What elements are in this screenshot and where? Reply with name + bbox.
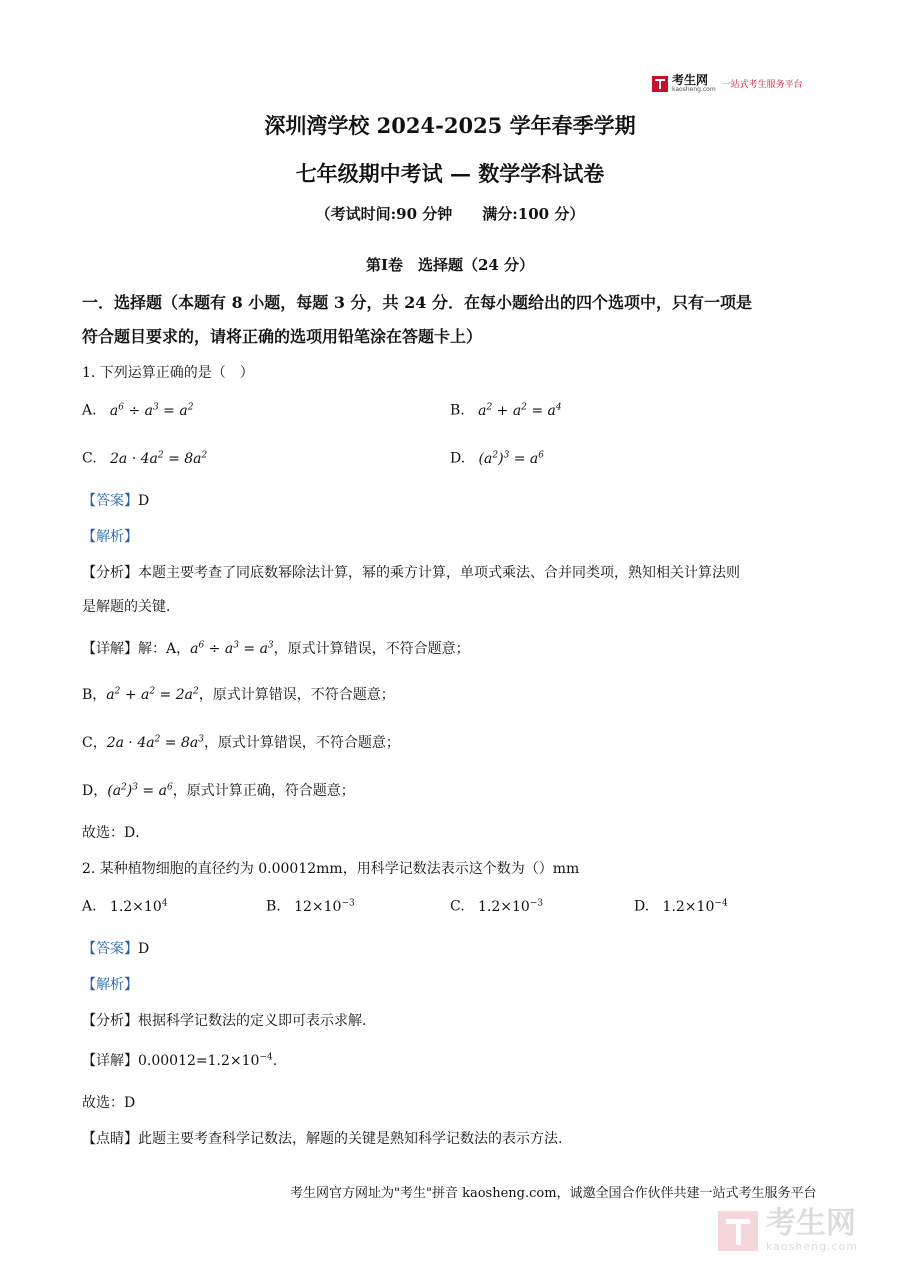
q1-option-b[interactable]	[450, 402, 562, 419]
q1-detail-c-suffix: ，原式计算错误，不符合题意；	[203, 735, 400, 751]
q1-detail-d	[82, 780, 355, 800]
q1-detail-c	[82, 732, 400, 752]
q2-detail-expr: $1.2\times 10^{-4}$	[207, 1052, 273, 1069]
q1-option-c[interactable]	[82, 450, 207, 467]
q1-detail-b-expr: $a^2 + a^2 = 2a^2$	[106, 686, 199, 703]
q1-answer-value: D	[138, 493, 150, 509]
q2-analysis-tag: 【解析】	[82, 977, 138, 993]
q1-fenxi	[82, 562, 740, 582]
q2-option-d-label: D.	[634, 898, 650, 915]
q1-option-b-expr: $a^2 + a^2 = a^4$	[469, 402, 562, 419]
q2-stem: 2. 某种植物细胞的直径约为 0.00012mm，用科学记数法表示这个数为（）mm	[82, 861, 580, 877]
q1-detail-a	[82, 638, 470, 658]
q1-answer-tag: 【答案】	[82, 493, 138, 509]
q1-option-a[interactable]	[82, 402, 193, 419]
q2-detail-tag: 【详解】	[82, 1053, 138, 1069]
kaosheng-logo-icon	[652, 76, 668, 92]
q1-detail-c-expr: $2a \cdot 4a^2 = 8a^3$	[106, 734, 204, 751]
q2-fenxi-tag: 【分析】	[82, 1013, 138, 1029]
q2-option-c-label: C.	[450, 898, 465, 915]
q2-option-b[interactable]	[266, 898, 355, 915]
q1-detail-a-suffix: ，原式计算错误，不符合题意；	[273, 641, 470, 657]
q1-analysis-tag: 【解析】	[82, 529, 138, 545]
q2-answer-tag: 【答案】	[82, 941, 138, 957]
header-logo	[652, 74, 803, 93]
logo-slogan: 一站式考生服务平台	[721, 80, 803, 90]
q1-option-d[interactable]	[450, 450, 544, 467]
q2-option-c-expr: $1.2\times 10^{-3}$	[469, 898, 544, 915]
exam-info: （考试时间:90 分钟 满分:100 分）	[315, 205, 585, 223]
q1-fenxi-tag: 【分析】	[82, 565, 138, 581]
q1-option-b-label: B.	[450, 402, 465, 419]
q2-fenxi	[82, 1010, 366, 1030]
kaosheng-watermark-icon	[718, 1211, 758, 1251]
q2-detail	[82, 1050, 277, 1070]
q2-detail-suffix: .	[272, 1053, 278, 1069]
q1-detail-d-suffix: ，原式计算正确，符合题意；	[172, 783, 355, 799]
q2-option-b-expr: $12\times 10^{-3}$	[285, 898, 355, 915]
q2-option-c[interactable]	[450, 898, 543, 915]
q1-detail-d-prefix: D，	[82, 783, 108, 799]
q1-answer	[82, 490, 149, 510]
q1-detail-a-expr: $a^6 \div a^3 = a^3$	[190, 640, 274, 657]
watermark	[718, 1208, 858, 1253]
q1-stem: 1. 下列运算正确的是（ ）	[82, 365, 254, 381]
q2-option-a[interactable]	[82, 898, 167, 915]
q1-detail-d-expr: $(a^2)^3 = a^6$	[107, 782, 173, 799]
q1-option-c-expr: $2a \cdot 4a^2 = 8a^2$	[101, 450, 208, 467]
q2-fenxi-text: 根据科学记数法的定义即可表示求解.	[138, 1013, 367, 1029]
q2-answer-value: D	[138, 941, 150, 957]
q1-detail-b-prefix: B，	[82, 687, 107, 703]
q2-option-d-expr: $1.2\times 10^{-4}$	[653, 898, 728, 915]
q1-option-d-label: D.	[450, 450, 466, 467]
section-heading-line2: 符合题目要求的，请将正确的选项用铅笔涂在答题卡上）	[82, 327, 483, 346]
section-heading-line1: 一．选择题（本题有 8 小题，每题 3 分，共 24 分．在每小题给出的四个选项中，只有一项是	[82, 293, 752, 312]
logo-wordmark	[672, 74, 716, 93]
q2-option-b-label: B.	[266, 898, 281, 915]
q2-option-d[interactable]	[634, 898, 728, 915]
footer-note: 考生网官方网址为"考生"拼音 kaosheng.com，诚邀全国合作伙伴共建一站式考生服务平台	[290, 1186, 817, 1201]
watermark-wordmark	[766, 1208, 858, 1253]
logo-text: 考生网	[672, 73, 709, 87]
q1-option-d-expr: $(a^2)^3 = a^6$	[469, 450, 545, 467]
q1-fenxi-line2: 是解题的关键．	[82, 599, 180, 615]
q1-detail-b-suffix: ，原式计算错误，不符合题意；	[198, 687, 395, 703]
q2-detail-prefix: 0.00012=	[138, 1053, 208, 1069]
q2-choose: 故选：D	[82, 1095, 136, 1111]
part-heading: 第Ⅰ卷 选择题（24 分）	[365, 256, 535, 274]
q1-option-a-label: A.	[82, 402, 97, 419]
logo-sub: kaosheng.com	[672, 86, 716, 93]
q1-detail-a-prefix: 解：A，	[138, 641, 191, 657]
exam-title-line2: 七年级期中考试 — 数学学科试卷	[295, 161, 605, 186]
watermark-text: 考生网	[766, 1206, 856, 1241]
q2-dianjing-tag: 【点睛】	[82, 1131, 138, 1147]
q1-detail-tag: 【详解】	[82, 641, 138, 657]
q1-fenxi-line1: 本题主要考查了同底数幂除法计算，幂的乘方计算，单项式乘法、合并同类项，熟知相关计算法则	[138, 565, 740, 581]
q1-detail-c-prefix: C，	[82, 735, 107, 751]
q2-dianjing-text: 此题主要考查科学记数法，解题的关键是熟知科学记数法的表示方法.	[138, 1131, 563, 1147]
q2-dianjing	[82, 1128, 562, 1148]
exam-title-line1: 深圳湾学校 2024-2025 学年春季学期	[264, 113, 636, 138]
q2-option-a-expr: $1.2\times 10^4$	[101, 898, 168, 915]
watermark-sub: kaosheng.com	[766, 1240, 859, 1253]
q1-option-c-label: C.	[82, 450, 97, 467]
q2-answer	[82, 938, 149, 958]
q1-detail-b	[82, 684, 395, 704]
q1-choose: 故选：D．	[82, 825, 150, 841]
q1-option-a-expr: $a^6 \div a^3 = a^2$	[101, 402, 194, 419]
q2-option-a-label: A.	[82, 898, 97, 915]
